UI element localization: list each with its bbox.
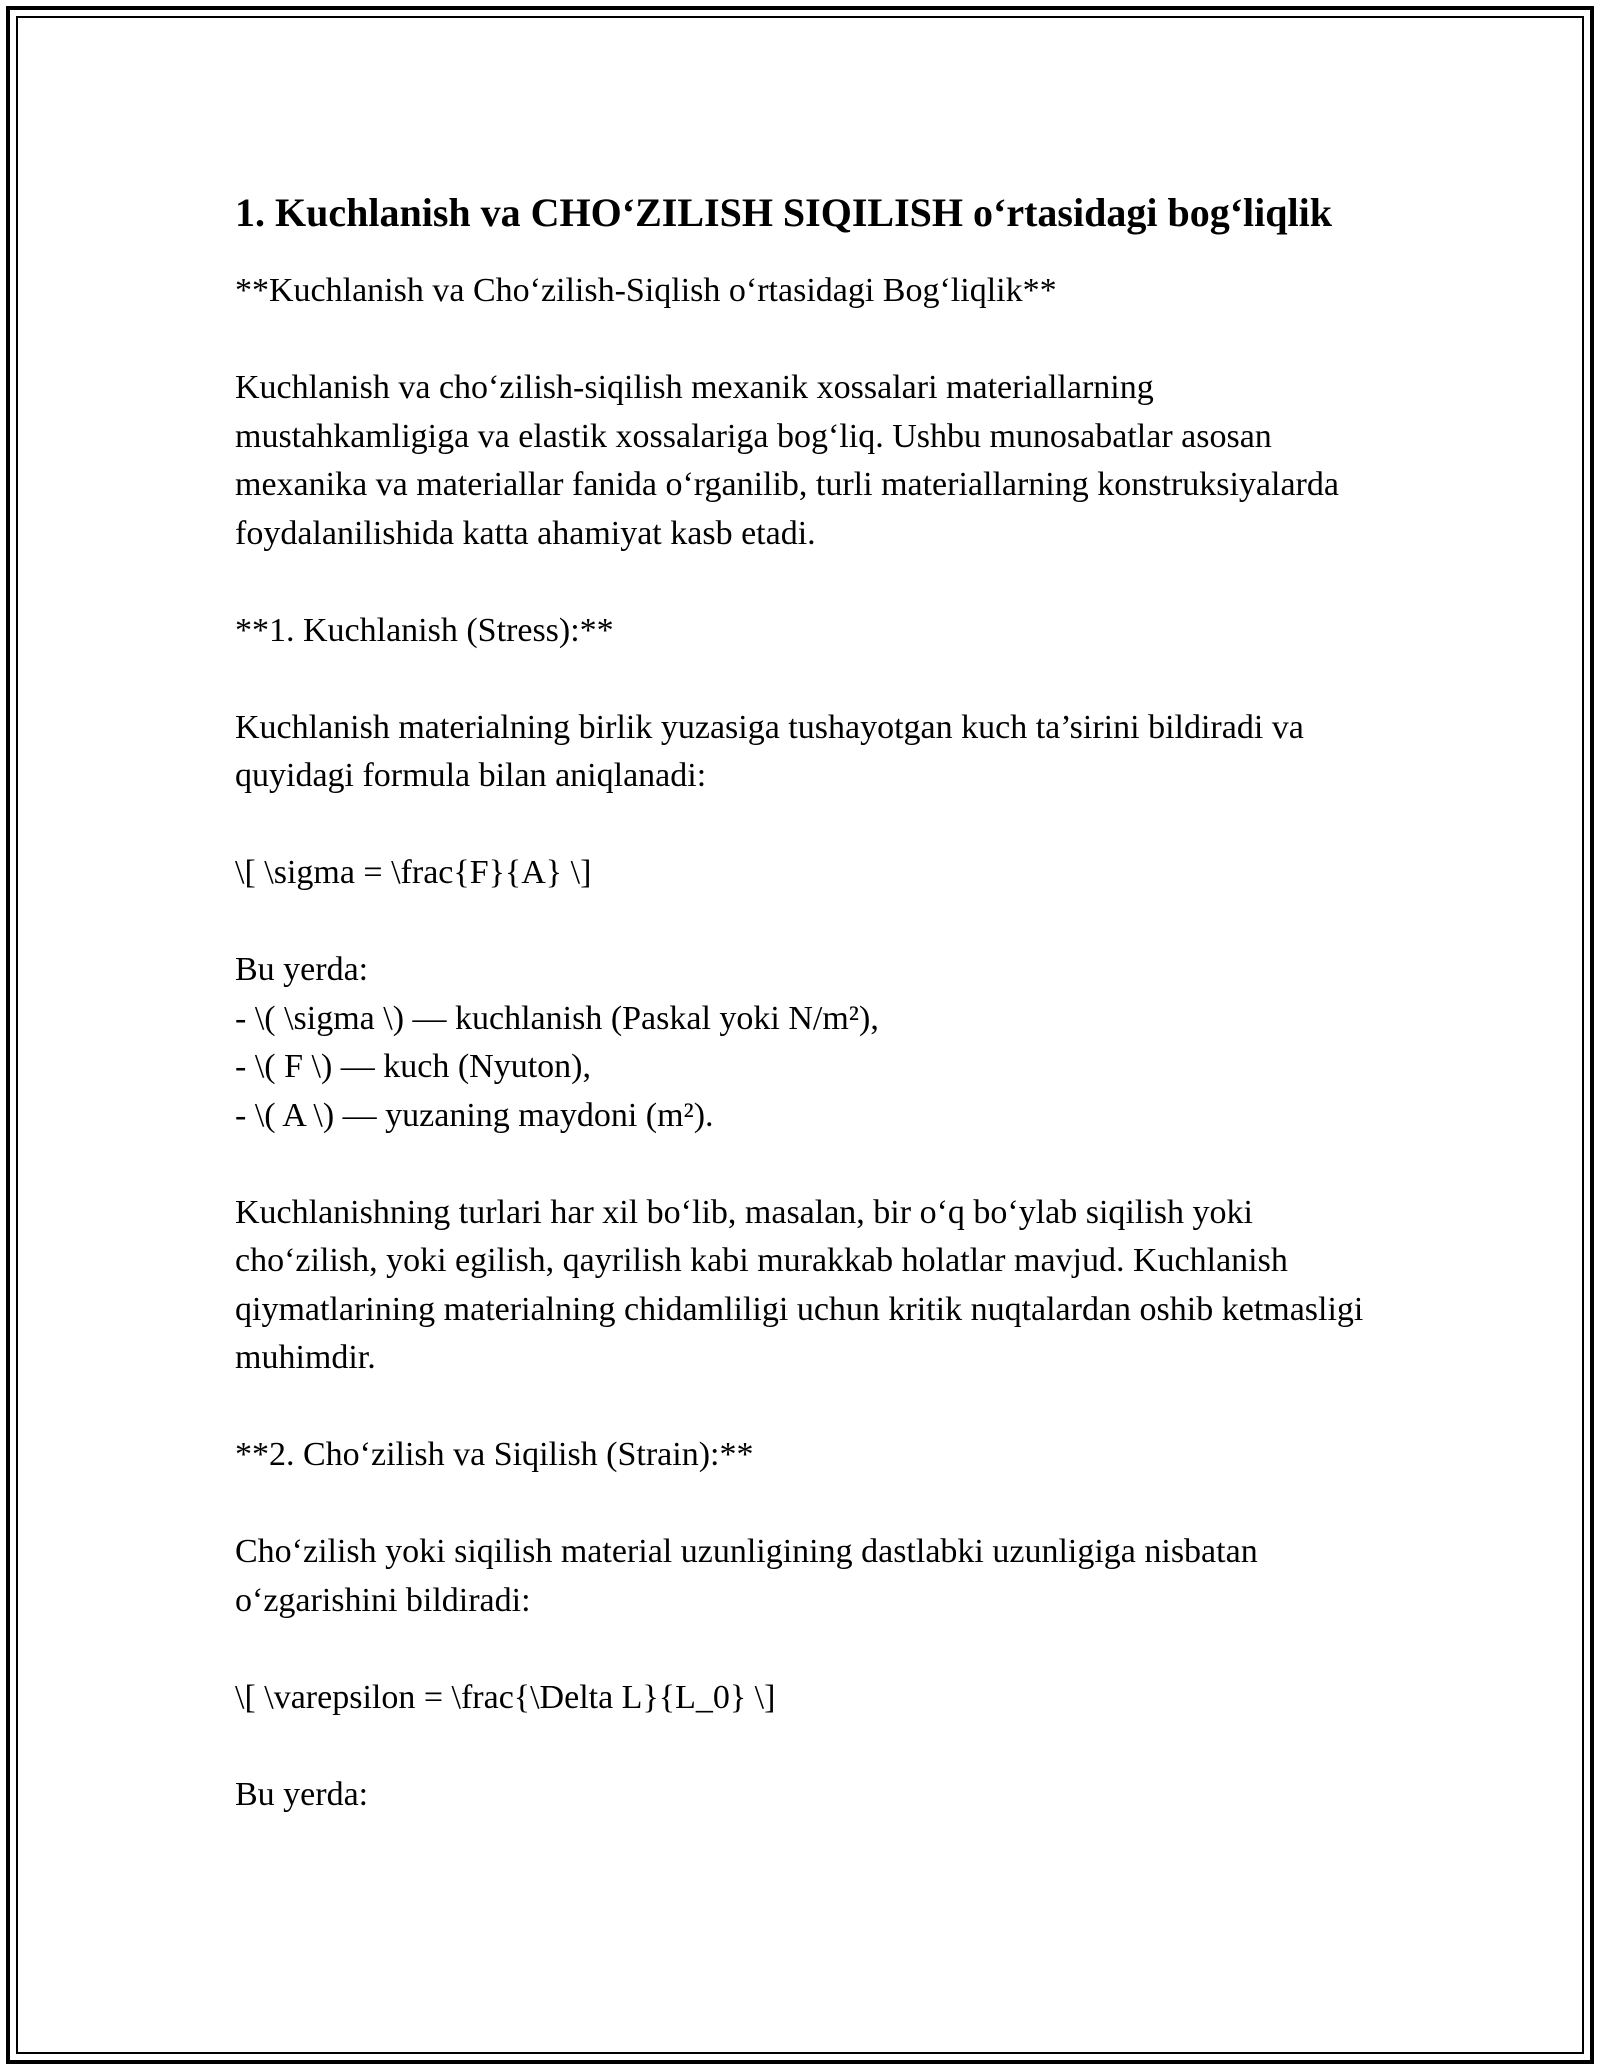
- definition-item-sigma: - \( \sigma \) — kuchlanish (Paskal yoki N/m²),: [235, 999, 879, 1037]
- document-page: [235, 185, 1375, 1819]
- stress-formula: \[ \sigma = \frac{F}{A} \]: [235, 854, 592, 891]
- section-heading-stress: **1. Kuchlanish (Stress):**: [235, 611, 614, 649]
- strain-formula: \[ \varepsilon = \frac{\Delta L}{L_0} \]: [235, 1678, 776, 1716]
- document-title: 1. Kuchlanish va CHO‘ZILISH SIQILISH o‘rtasidagi bog‘liqlik: [235, 190, 1332, 235]
- where-label-2: Bu yerda:: [235, 1775, 369, 1813]
- where-label: Bu yerda:: [235, 951, 369, 988]
- intro-paragraph: Kuchlanish va cho‘zilish-siqilish mexanik xossalari materiallarning mustahkamligiga va elastik xossalariga bog‘liq. Ushbu munosabatlar asosan mexanika va materiallar fanida o‘rganilib, turli materiallarning konstruksiyalarda foydalanilishida katta ahamiyat kasb etadi.: [235, 369, 1339, 552]
- bold-heading-paragraph: **Kuchlanish va Cho‘zilish-Siqlish o‘rtasidagi Bog‘liqlik**: [235, 272, 1057, 309]
- stress-definition-paragraph: Kuchlanish materialning birlik yuzasiga tushayotgan kuch ta’sirini bildiradi va quyidagi formula bilan aniqlanadi:: [235, 708, 1304, 794]
- section-heading-strain: **2. Cho‘zilish va Siqilish (Strain):**: [235, 1436, 754, 1473]
- definition-item-force: - \( F \) — kuch (Nyuton),: [235, 1048, 592, 1085]
- document-body: [235, 267, 1375, 1819]
- definition-item-area: - \( A \) — yuzaning maydoni (m²).: [235, 1096, 714, 1134]
- stress-types-paragraph: Kuchlanishning turlari har xil bo‘lib, masalan, bir o‘q bo‘ylab siqilish yoki cho‘zilish, yoki egilish, qayrilish kabi murakkab holatlar mavjud. Kuchlanish qiymatlarining materialning chidamliligi uchun kritik nuqtalardan oshib ketmasligi muhimdir.: [235, 1193, 1364, 1376]
- strain-definition-paragraph: Cho‘zilish yoki siqilish material uzunligining dastlabki uzunligiga nisbatan o‘zgarishini bildiradi:: [235, 1533, 1258, 1619]
